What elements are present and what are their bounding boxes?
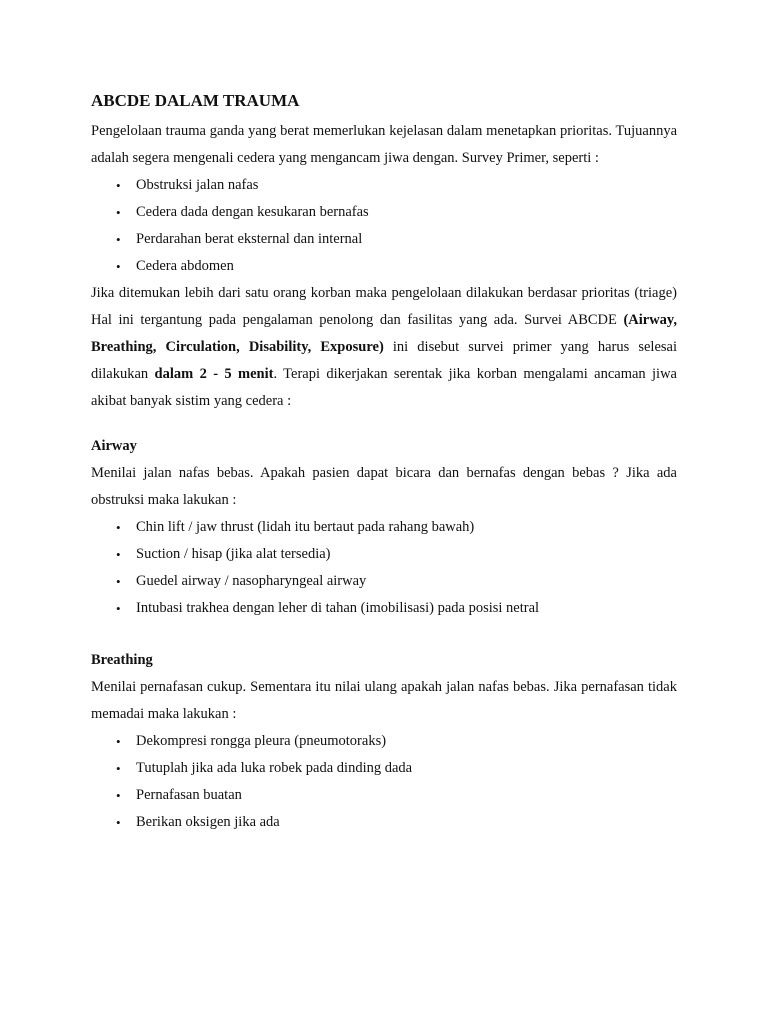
bullet-icon: • xyxy=(116,259,121,274)
list-item xyxy=(91,809,677,836)
triage-text-1: Jika ditemukan lebih dari satu orang korban maka pengelolaan dilakukan berdasar prioritas (triage) Hal ini tergantung pada pengalaman penolong dan fasilitas yang ada. Survei ABCDE xyxy=(91,285,677,328)
bullet-icon: • xyxy=(116,205,121,220)
list-item-text: Guedel airway / nasopharyngeal airway xyxy=(136,573,367,589)
list-item-text: Obstruksi jalan nafas xyxy=(136,177,259,193)
bullet-icon: • xyxy=(116,734,121,749)
bullet-icon: • xyxy=(116,547,121,562)
breathing-paragraph: Menilai pernafasan cukup. Sementara itu nilai ulang apakah jalan nafas bebas. Jika pernafasan tidak memadai maka lakukan : xyxy=(91,679,677,722)
list-item-text: Cedera dada dengan kesukaran bernafas xyxy=(136,204,369,220)
triage-paragraph xyxy=(91,280,677,415)
list-item xyxy=(91,568,677,595)
bullet-icon: • xyxy=(116,788,121,803)
airway-paragraph: Menilai jalan nafas bebas. Apakah pasien dapat bicara dan bernafas dengan bebas ? Jika ada obstruksi maka lakukan : xyxy=(91,465,677,508)
bullet-icon: • xyxy=(116,601,121,616)
breathing-bullet-list xyxy=(91,728,677,836)
list-item xyxy=(91,253,677,280)
bullet-icon: • xyxy=(116,178,121,193)
list-item xyxy=(91,514,677,541)
list-item xyxy=(91,728,677,755)
triage-text-2: ini disebut survei primer yang harus selesai dilakukan xyxy=(91,339,678,382)
list-item-text: Dekompresi rongga pleura (pneumotoraks) xyxy=(136,733,387,749)
list-item-text: Pernafasan buatan xyxy=(136,787,242,803)
airway-bullet-list xyxy=(91,514,677,622)
list-item-text: Intubasi trakhea dengan leher di tahan (imobilisasi) pada posisi netral xyxy=(136,600,540,616)
list-item xyxy=(91,541,677,568)
list-item xyxy=(91,755,677,782)
list-item-text: Suction / hisap (jika alat tersedia) xyxy=(136,546,331,562)
list-item-text: Berikan oksigen jika ada xyxy=(136,814,280,830)
document-page xyxy=(91,88,677,836)
airway-heading: Airway xyxy=(91,438,137,454)
intro-bullet-list xyxy=(91,172,677,280)
list-item xyxy=(91,595,677,622)
list-item-text: Tutuplah jika ada luka robek pada dinding dada xyxy=(136,760,413,776)
list-item xyxy=(91,199,677,226)
list-item-text: Chin lift / jaw thrust (lidah itu bertaut pada rahang bawah) xyxy=(136,519,475,535)
triage-text-3: . Terapi dikerjakan serentak jika korban mengalami ancaman jiwa akibat banyak sistim yang cedera : xyxy=(91,366,677,409)
list-item-text: Perdarahan berat eksternal dan internal xyxy=(136,231,363,247)
bullet-icon: • xyxy=(116,232,121,247)
list-item-text: Cedera abdomen xyxy=(136,258,234,274)
list-item xyxy=(91,226,677,253)
bullet-icon: • xyxy=(116,815,121,830)
triage-abcde-bold: (Airway, Breathing, Circulation, Disability, Exposure) xyxy=(91,312,677,355)
bullet-icon: • xyxy=(116,520,121,535)
list-item xyxy=(91,782,677,809)
intro-paragraph: Pengelolaan trauma ganda yang berat memerlukan kejelasan dalam menetapkan prioritas. Tujuannya adalah segera mengenali cedera yang mengancam jiwa dengan. Survey Primer, seperti : xyxy=(91,123,677,166)
list-item xyxy=(91,172,677,199)
breathing-heading: Breathing xyxy=(91,652,153,668)
document-title: ABCDE DALAM TRAUMA xyxy=(91,91,300,110)
triage-time-bold: dalam 2 - 5 menit xyxy=(154,366,274,382)
bullet-icon: • xyxy=(116,761,121,776)
bullet-icon: • xyxy=(116,574,121,589)
